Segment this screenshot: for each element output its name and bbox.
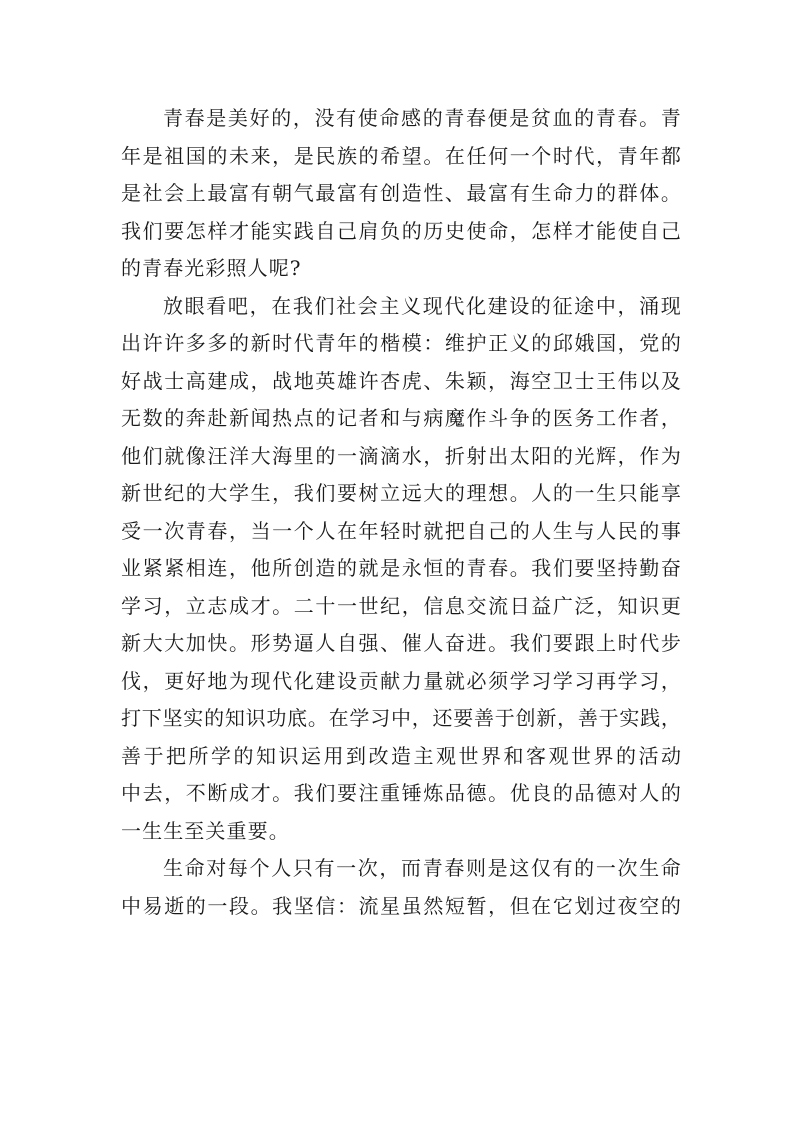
text-line: 是 社 会 上 最 富 有 朝 气 最 富 有 创 造 性 、 最 富 有 生 命 力 的 群 体 。 [121, 181, 681, 205]
text-line: 善 于 把 所 学 的 知 识 运 用 到 改 造 主 观 世 界 和 客 观 世 界 的 活 动 [121, 743, 681, 768]
text-line: 业 紧 紧 相 连 ， 他 所 创 造 的 就 是 永 恒 的 青 春 。 我 们 要 坚 持 勤 奋 [121, 556, 681, 580]
text-line: 新 大 大 加 快 。 形 势 逼 人 自 强 、 催 人 奋 进 。 我 们 要 跟 上 时 代 步 [121, 631, 681, 655]
text-line: 打 下 坚 实 的 知 识 功 底 。 在 学 习 中 ， 还 要 善 于 创 新 ， 善 于 实 践 ， [121, 706, 681, 730]
text-line: 的青春光彩照人呢? [121, 256, 302, 280]
text-line: 伐 ， 更 好 地 为 现 代 化 建 设 贡 献 力 量 就 必 须 学 习 学 习 再 学 习 ， [121, 668, 681, 693]
text-line: 中 去 ， 不 断 成 才 。 我 们 要 注 重 锤 炼 品 德 。 优 良 的 品 德 对 人 的 [121, 781, 681, 805]
text-line: 出 许 许 多 多 的 新 时 代 青 年 的 楷 模 ： 维 护 正 义 的 邱 娥 国 ， 党 的 [121, 331, 681, 355]
text-line: 他 们 就 像 汪 洋 大 海 里 的 一 滴 滴 水 ， 折 射 出 太 阳 的 光 辉 ， 作 为 [121, 443, 681, 468]
text-line: 放 眼 看 吧 ， 在 我 们 社 会 主 义 现 代 化 建 设 的 征 途 中 ， 涌 现 [163, 293, 681, 318]
text-line: 好 战 士 高 建 成 ， 战 地 英 雄 许 杏 虎 、 朱 颖 ， 海 空 卫 士 王 伟 以 及 [121, 368, 681, 393]
text-line: 生 命 对 每 个 人 只 有 一 次 ， 而 青 春 则 是 这 仅 有 的 一 次 生 命 [163, 856, 681, 880]
text-line: 我 们 要 怎 样 才 能 实 践 自 己 肩 负 的 历 史 使 命 ， 怎 样 才 能 使 自 己 [121, 218, 681, 243]
document-body [121, 100, 681, 925]
text-line: 无 数 的 奔 赴 新 闻 热 点 的 记 者 和 与 病 魔 作 斗 争 的 医 务 工 作 者 ， [121, 406, 681, 430]
text-line: 学 习 ， 立 志 成 才 。 二 十 一 世 纪 ， 信 息 交 流 日 益 广 泛 ， 知 识 更 [121, 593, 681, 618]
text-line: 年 是 祖 国 的 未 来 ， 是 民 族 的 希 望 。 在 任 何 一 个 时 代 ， 青 年 都 [121, 143, 681, 168]
text-line: 一生生至关重要。 [121, 818, 290, 843]
text-line: 新 世 纪 的 大 学 生 ， 我 们 要 树 立 远 大 的 理 想 。 人 的 一 生 只 能 享 [121, 481, 681, 505]
text-line: 青 春 是 美 好 的 ， 没 有 使 命 感 的 青 春 便 是 贫 血 的 青 春 。 青 [163, 106, 681, 130]
text-line: 受 一 次 青 春 ， 当 一 个 人 在 年 轻 时 就 把 自 己 的 人 生 与 人 民 的 事 [121, 518, 681, 543]
text-line: 中 易 逝 的 一 段 。 我 坚 信 ： 流 星 虽 然 短 暂 ， 但 在 它 划 过 夜 空 的 [121, 893, 681, 918]
